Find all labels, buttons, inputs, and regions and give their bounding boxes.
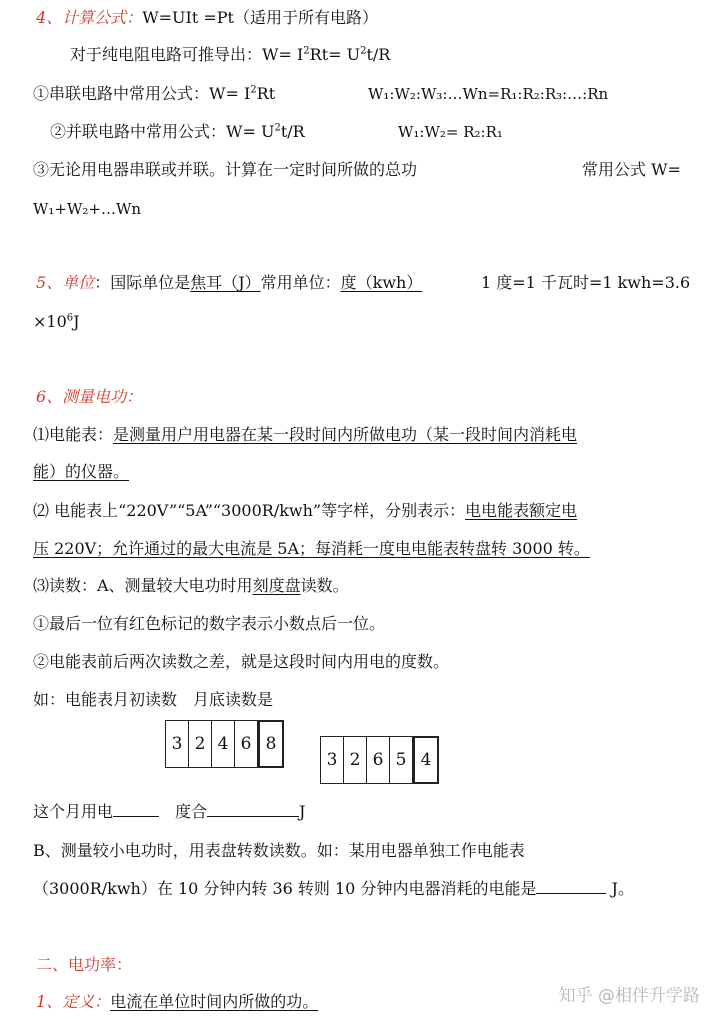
s5-intl-text: 国际单位是: [110, 273, 191, 292]
s6-p3-suffix: 读数。: [300, 576, 349, 595]
s5-intl-unit: 焦耳（J）: [190, 273, 261, 292]
power-def-text: 电流在单位时间内所做的功。: [110, 992, 319, 1011]
s6-p2-line1: [33, 500, 577, 522]
s5-line2: [33, 311, 80, 333]
meter-decimal-digit: 8: [258, 720, 284, 768]
s4-label: 4、计算公式：: [36, 8, 143, 27]
s5-common-text: 常用单位：: [260, 273, 341, 292]
s4-pure-resistor: 对于纯电阻电路可推导出：$W= I^2Rt= U^2t/R$: [70, 45, 391, 64]
meter-end-reading: [320, 736, 439, 784]
s5-conv2-unit: J: [73, 312, 80, 331]
s6-b-line2: [33, 877, 634, 900]
meter-digit: 4: [212, 721, 235, 767]
meter-digit: 6: [235, 721, 258, 767]
s6-p3-prefix: ⑶读数：A、测量较大电功时用: [33, 576, 253, 595]
s4-total-line1: ③无论用电器串联或并联。计算在一定时间所做的总功: [33, 160, 418, 179]
s6-rule1: ①最后一位有红色标记的数字表示小数点后一位。: [33, 614, 386, 633]
s4-total-line2: W₁+W₂+…Wn: [33, 200, 142, 218]
meter-start-reading: [165, 720, 284, 768]
s5-conversion: 1 度=1 千瓦时=1 kwh=3.6: [481, 273, 691, 292]
s4-parallel-ratio: W₁:W₂= R₂:R₁: [398, 123, 503, 141]
watermark: 知乎 @相伴升学路: [558, 986, 700, 1006]
s5-conv2-prefix: ×10: [33, 312, 67, 331]
pure-resistor-end: t/R: [366, 45, 391, 64]
s6-p3: [33, 575, 349, 597]
s6-p2-u1: 电电能表额定电: [465, 501, 578, 520]
s4-formula: W=UIt =Pt（适用于所有电路）: [142, 8, 378, 27]
s5-common-unit: 度（kwh）: [340, 273, 423, 292]
meter-digit: 3: [166, 721, 189, 767]
b-blank-energy: [536, 877, 606, 894]
s6-b-line1: B、测量较小电功时，用表盘转数读数。如：某用电器单独工作电能表: [33, 841, 525, 860]
pure-resistor-prefix: 对于纯电阻电路可推导出：W= I: [70, 45, 304, 64]
s4-total-common: 常用公式 W=: [582, 160, 681, 179]
s6-label: 6、测量电功：: [36, 387, 143, 406]
s5-colon: ：: [94, 273, 111, 292]
s4-series: ①串联电路中常用公式：$W= I^2Rt$: [33, 84, 276, 103]
s5-line1: [36, 272, 422, 294]
power-def-label: 1、定义：: [36, 992, 111, 1011]
meter-digit: 3: [321, 737, 344, 783]
q1-blank-kwh: [113, 800, 159, 817]
power-section-title: 二、电功率：: [36, 955, 133, 974]
q1-text-b: 度合: [175, 802, 208, 821]
s6-p1-u1: 是测量用户用电器在某一段时间内所做电功（某一段时间内消耗电: [113, 425, 578, 444]
s6-p2-prefix: ⑵ 电能表上“220V”“5A”“3000R/kwh”等字样，分别表示：: [33, 501, 466, 520]
s6-p1-line2: 能）的仪器。: [33, 462, 130, 481]
q1-text-a: 这个月用电: [33, 802, 114, 821]
s5-label: 5、单位: [36, 273, 95, 292]
q1-text-c: J: [299, 802, 306, 821]
s4-series-ratio: W₁:W₂:W₃:…Wn=R₁:R₂:R₃:…:Rn: [368, 85, 609, 103]
meter-digit: 2: [344, 737, 367, 783]
s6-rule2: ②电能表前后两次读数之差，就是这段时间内用电的度数。: [33, 652, 450, 671]
series-prefix: ①串联电路中常用公式：W= I: [33, 84, 251, 103]
parallel-prefix: ②并联电路中常用公式：W= U: [50, 122, 275, 141]
q1-blank-joules: [207, 800, 299, 817]
s6-question1: [33, 800, 305, 823]
power-definition: [36, 991, 318, 1013]
s6-example: 如：电能表月初读数 月底读数是: [33, 690, 274, 709]
b-line2-text: （3000R/kwh）在 10 分钟内转 36 转则 10 分钟内电器消耗的电能是: [33, 879, 537, 898]
s4-title-line: [36, 7, 378, 29]
meter-decimal-digit: 4: [413, 736, 439, 784]
parallel-end: t/R: [280, 122, 305, 141]
s6-p3-u: 刻度盘: [252, 576, 301, 595]
s4-parallel: ②并联电路中常用公式：$W= U^2t/R$: [50, 122, 305, 141]
meter-digit: 2: [189, 721, 212, 767]
meter-digit: 6: [367, 737, 390, 783]
s6-p1-prefix: ⑴电能表：: [33, 425, 114, 444]
s6-p2-line2: 压 220V；允许通过的最大电流是 5A；每消耗一度电电能表转盘转 3000 转。: [33, 539, 590, 558]
s6-p1-line1: [33, 424, 577, 446]
series-end: Rt: [256, 84, 276, 103]
pure-resistor-mid: Rt= U: [309, 45, 361, 64]
meter-digit: 5: [390, 737, 413, 783]
b-line2-unit: J。: [611, 879, 634, 898]
s5-conv2-exp: 6: [66, 312, 74, 324]
